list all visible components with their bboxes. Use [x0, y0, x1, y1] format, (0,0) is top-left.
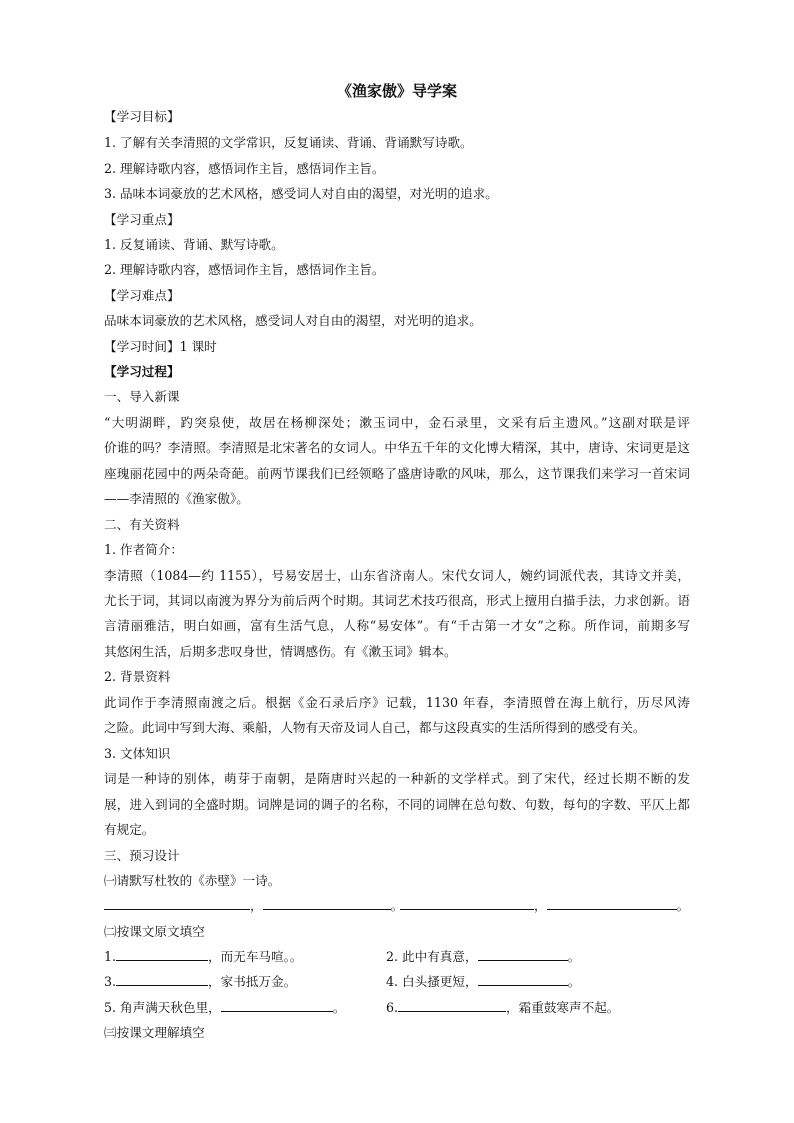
goals-heading: 【学习目标】 [104, 109, 180, 124]
intro-line: 价谁的吗？李清照。李清照是北宋著名的女词人。中华五千年的文化博大精深，其中，唐诗、宋词更是这 [104, 440, 690, 455]
goal-item: 2. 理解诗歌内容，感悟词作主旨，感悟词作主旨。 [104, 161, 385, 176]
fill-item-1 [104, 948, 302, 966]
poem-fill-row [104, 897, 403, 915]
blank-line[interactable] [478, 948, 568, 961]
author-line: 尤长于词，其词以南渡为界分为前后两个时期。其词艺术技巧很高，形式上擅用白描手法，力求创新。语 [104, 593, 690, 608]
genre-line: 词是一种诗的别体，萌芽于南朝，是隋唐时兴起的一种新的文学样式。到了宋代，经过长期不断的发 [104, 771, 690, 786]
key-item: 2. 理解诗歌内容，感悟词作主旨，感悟词作主旨。 [104, 262, 385, 277]
blank-line[interactable] [547, 897, 677, 910]
comma: ， [250, 898, 263, 913]
subsection-heading: 1. 作者简介： [104, 542, 183, 557]
fill-item-4 [386, 973, 580, 991]
blank-line[interactable] [116, 948, 208, 961]
subsection-heading: 2. 背景资料 [104, 669, 171, 684]
keys-heading: 【学习重点】 [104, 212, 180, 227]
period: 。 [676, 898, 690, 913]
author-line: 李清照（1084—约 1155），号易安居士，山东省济南人。宋代女词人，婉约词派代表，其诗文并美， [104, 568, 690, 583]
item-number: 6. [386, 1000, 399, 1015]
difficult-heading: 【学习难点】 [104, 288, 180, 303]
item-text: 2. 此中有真意， [386, 949, 478, 964]
poem-fill-row [400, 897, 689, 915]
item-text: 4. 白头搔更短， [386, 974, 478, 989]
item-text: ，而无车马喧。。 [208, 949, 303, 964]
fill-item-2 [386, 948, 580, 966]
comma: ， [534, 898, 547, 913]
question-2: ㈡按课文原文填空 [104, 924, 205, 939]
author-line: 其悠闲生活，后期多悲叹身世，情调感伤。有《漱玉词》辑本。 [104, 644, 457, 659]
intro-line: ——李清照的《渔家傲》。 [104, 491, 249, 506]
difficult-text: 品味本词豪放的艺术风格，感受词人对自由的渴望，对光明的追求。 [104, 313, 482, 328]
background-line: 此词作于李清照南渡之后。根据《金石录后序》记载，1130 年春，李清照曾在海上航行，历尽风涛 [104, 695, 690, 710]
period: 。 [567, 974, 581, 989]
blank-line[interactable] [104, 897, 250, 910]
author-line: 言清丽雅洁，明白如画，富有生活气息，人称“易安体”。有“千古第一才女”之称。所作词，前期多写 [104, 618, 690, 633]
page-title: 《渔家傲》导学案 [336, 82, 457, 100]
blank-line[interactable] [263, 897, 391, 910]
genre-line: 展，进入到词的全盛时期。词牌是词的调子的名称，不同的词牌在总句数、句数，每句的字数、平仄上都 [104, 797, 690, 812]
fill-item-5 [104, 999, 345, 1017]
item-text: ，家书抵万金。 [208, 974, 297, 989]
section-heading: 一、导入新课 [104, 389, 180, 404]
period: 。 [332, 1000, 346, 1015]
section-heading: 三、预习设计 [104, 848, 180, 863]
period: 。 [390, 898, 404, 913]
period: 。 [567, 949, 581, 964]
subsection-heading: 3. 文体知识 [104, 746, 171, 761]
key-item: 1. 反复诵读、背诵、默写诗歌。 [104, 237, 284, 252]
intro-line: 座瑰丽花园中的两朵奇葩。前两节课我们已经领略了盛唐诗歌的风味，那么，这节课我们来学习一首宋词 [104, 466, 690, 481]
blank-line[interactable] [221, 999, 333, 1012]
time-line: 【学习时间】1 课时 [104, 339, 217, 354]
genre-line: 有规定。 [104, 822, 155, 837]
blank-line[interactable] [478, 973, 568, 986]
background-line: 之险。此词中写到大海、乘船，人物有天帝及词人自己，都与这段真实的生活所得到的感受有关。 [104, 720, 646, 735]
item-number: 3. [104, 974, 117, 989]
blank-line[interactable] [116, 973, 208, 986]
fill-item-3 [104, 973, 296, 991]
blank-line[interactable] [400, 897, 534, 910]
question-3: ㈢按课文理解填空 [104, 1025, 205, 1040]
goal-item: 3. 品味本词豪放的艺术风格，感受词人对自由的渴望，对光明的追求。 [104, 186, 498, 201]
process-heading: 【学习过程】 [104, 364, 180, 379]
fill-item-6 [386, 999, 619, 1017]
intro-line: “大明湖畔，趵突泉使，故居在杨柳深处；漱玉词中，金石录里，文采有后主遗风。”这副对联是评 [104, 415, 690, 430]
goal-item: 1. 了解有关李清照的文学常识，反复诵读、背诵、背诵默写诗歌。 [104, 135, 473, 150]
section-heading: 二、有关资料 [104, 517, 180, 532]
item-text: 5. 角声满天秋色里， [104, 1000, 221, 1015]
question-1: ㈠请默写杜牧的《赤壁》一诗。 [104, 873, 281, 888]
blank-line[interactable] [398, 999, 506, 1012]
item-text: ，霜重鼓寒声不起。 [506, 1000, 620, 1015]
item-number: 1. [104, 949, 117, 964]
